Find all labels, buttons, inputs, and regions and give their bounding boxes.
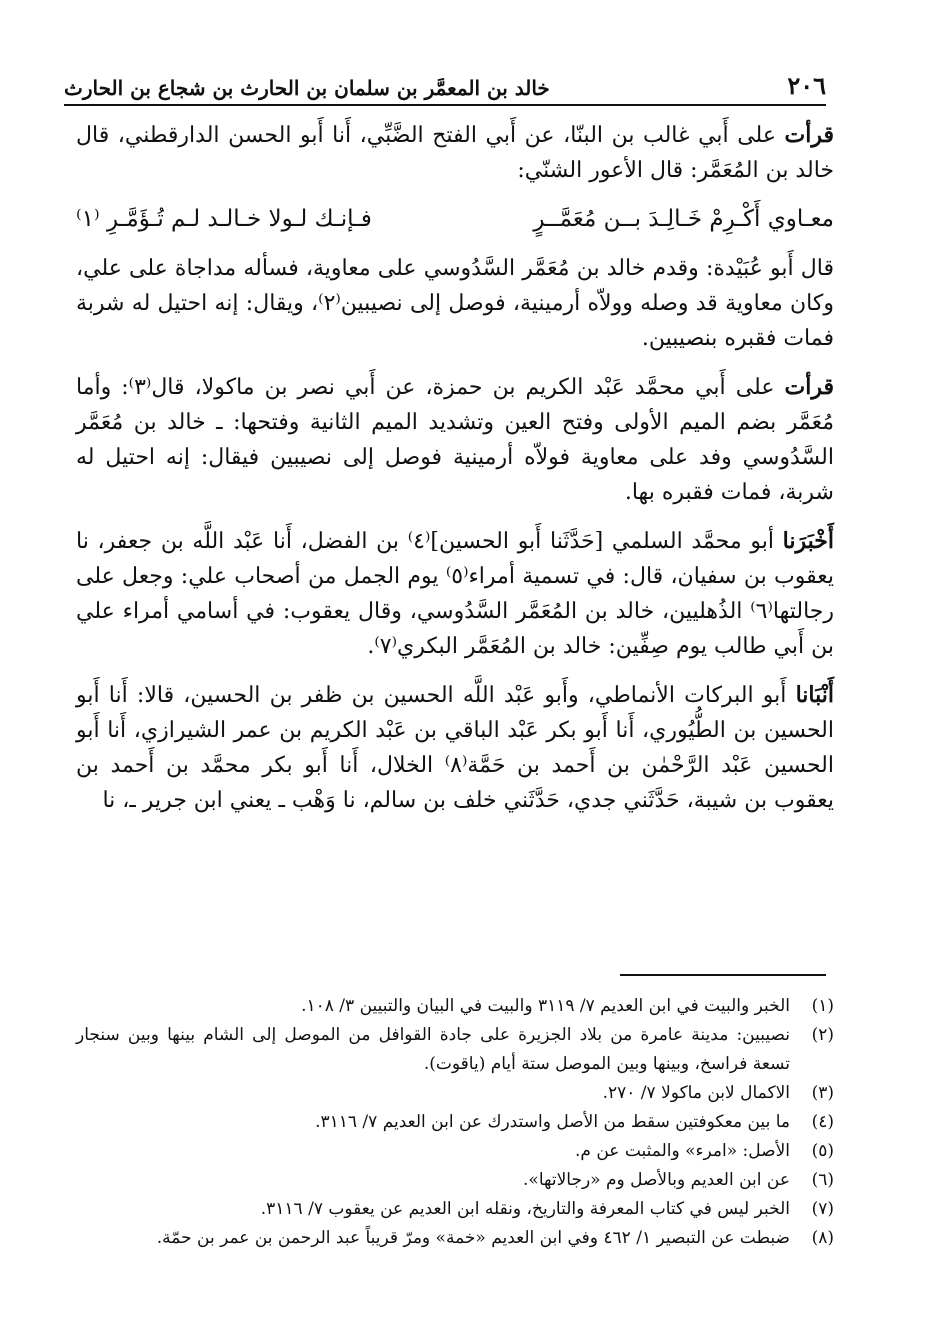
paragraph-lead: قرأت bbox=[784, 122, 834, 148]
paragraph bbox=[76, 524, 834, 664]
main-text bbox=[76, 118, 834, 832]
poetry-verse bbox=[76, 202, 834, 237]
page-header bbox=[64, 66, 826, 106]
paragraph bbox=[76, 678, 834, 818]
footnote-number: (١) bbox=[811, 996, 834, 1016]
paragraph-text: على أَبي غالب بن البنّا، عن أَبي الفتح الضَّبِّي، أَنا أَبو الحسن الدارقطني، قال خالد بن المُعَمَّر: قال الأعور الشنّي: bbox=[76, 123, 834, 183]
footnote-text: ضبطت عن التبصير ١/ ٤٦٢ وفي ابن العديم «خمة» ومرّ قريباً عبد الرحمن بن عمر بن حمّة. bbox=[156, 1228, 790, 1248]
paragraph-lead: قرأت bbox=[784, 374, 834, 400]
paragraph-text: أبو محمَّد السلمي [حَدَّثَنا أَبو الحسين]⁽٤⁾ بن الفضل، أَنا عَبْد اللَّه بن جعفر، نا يعقوب بن سفيان، قال: في تسمية أمراء⁽٥⁾ يوم الجمل من أصحاب علي: وجعل على رجالتها⁽٦⁾ الذُهليين، خالد بن المُعَمَّر السَّدُوسي، وقال يعقوب: في أسامي أمراء علي بن أَبي طالب يوم صِفِّين: خالد بن المُعَمَّر البكري⁽٧⁾. bbox=[76, 529, 834, 659]
footnote bbox=[76, 1166, 834, 1195]
footnote-text: الاكمال لابن ماكولا ٧/ ٢٧٠. bbox=[602, 1083, 790, 1103]
page-number: ٢٠٦ bbox=[787, 71, 826, 100]
footnote-divider bbox=[620, 974, 826, 976]
paragraph bbox=[76, 251, 834, 356]
footnote-text: عن ابن العديم وبالأصل وم «رجالاتها». bbox=[523, 1170, 790, 1190]
footnote-number: (٤) bbox=[811, 1112, 834, 1132]
footnote-text: ما بين معكوفتين سقط من الأصل واستدرك عن ابن العديم ٧/ ٣١١٦. bbox=[315, 1112, 790, 1132]
footnote-number: (٧) bbox=[811, 1199, 834, 1219]
verse-second-hemistich: فـإنـك لـولا خـالـد لـم تُـؤَمَّـرِ ⁽١⁾ bbox=[76, 206, 372, 232]
footnote-text: الأصل: «امرء» والمثبت عن م. bbox=[575, 1141, 790, 1161]
paragraph-text: أَبو البركات الأنماطي، وأَبو عَبْد اللَّه الحسين بن ظفر بن الحسين، قالا: أَنا أَبو الحسين بن الطُّيُوري، أَنا أَبو بكر عَبْد الباقي بن عَبْد الكريم بن عمر الشيرازي، أَنا أَبو الحسين عَبْد الرَّحْمٰن بن أَحمد بن حَمَّة⁽٨⁾ الخلال، أَنا أَبو بكر محمَّد بن أَحمد بن يعقوب بن شيبة، حَدَّثَني جدي، حَدَّثَني خلف بن سالم، نا وَهْب ـ يعني ابن جرير ـ، نا bbox=[76, 683, 834, 813]
running-head: خالد بن المعمَّر بن سلمان بن الحارث بن شجاع بن الحارث bbox=[64, 76, 550, 100]
footnote-number: (٥) bbox=[811, 1141, 834, 1161]
footnote-text: الخبر والبيت في ابن العديم ٧/ ٣١١٩ والبيت في البيان والتبيين ٣/ ١٠٨. bbox=[301, 996, 790, 1016]
footnote bbox=[76, 992, 834, 1021]
paragraph-lead: أَنْبَانا bbox=[795, 682, 834, 708]
footnote-number: (٣) bbox=[811, 1083, 834, 1103]
paragraph-text: على أَبي محمَّد عَبْد الكريم بن حمزة، عن أَبي نصر بن ماكولا، قال⁽٣⁾: وأما مُعَمَّر بضم الميم الأولى وفتح العين وتشديد الميم الثانية وفتحها: ـ خالد بن مُعَمَّر السَّدُوسي وفد على معاوية فولاّه أرمينية فوصل إلى نصيبين فيقال: إنه احتيل له شربة، فمات فقبره بها. bbox=[76, 375, 834, 505]
footnotes bbox=[76, 992, 834, 1253]
paragraph-lead: أَخْبَرَنا bbox=[782, 528, 834, 554]
footnote-text: نصيبين: مدينة عامرة من بلاد الجزيرة على جادة القوافل من الموصل إلى الشام بينها وبين سنجار تسعة فراسخ، وبينها وبين الموصل ستة أيام (ياقوت). bbox=[76, 1025, 790, 1074]
footnote bbox=[76, 1021, 834, 1079]
footnote bbox=[76, 1108, 834, 1137]
verse-first-hemistich: معـاوي أَكْـرِمْ خَـالِـدَ بــن مُعَمَّــرٍ bbox=[533, 206, 834, 232]
footnote-number: (٨) bbox=[811, 1228, 834, 1248]
footnote bbox=[76, 1195, 834, 1224]
footnote-number: (٢) bbox=[811, 1025, 834, 1045]
paragraph-text: قال أَبو عُبَيْدة: وقدم خالد بن مُعَمَّر السَّدُوسي على معاوية، فسأله مداجاة على علي، وكان معاوية قد وصله وولاّه أرمينية، فوصل إلى نصيبين⁽٢⁾، ويقال: إنه احتيل له شربة فمات فقبره بنصيبين. bbox=[76, 256, 834, 351]
footnote bbox=[76, 1137, 834, 1166]
paragraph bbox=[76, 370, 834, 510]
footnote bbox=[76, 1224, 834, 1253]
footnote bbox=[76, 1079, 834, 1108]
footnote-text: الخبر ليس في كتاب المعرفة والتاريخ، ونقله ابن العديم عن يعقوب ٧/ ٣١١٦. bbox=[260, 1199, 790, 1219]
footnote-number: (٦) bbox=[811, 1170, 834, 1190]
paragraph bbox=[76, 118, 834, 188]
